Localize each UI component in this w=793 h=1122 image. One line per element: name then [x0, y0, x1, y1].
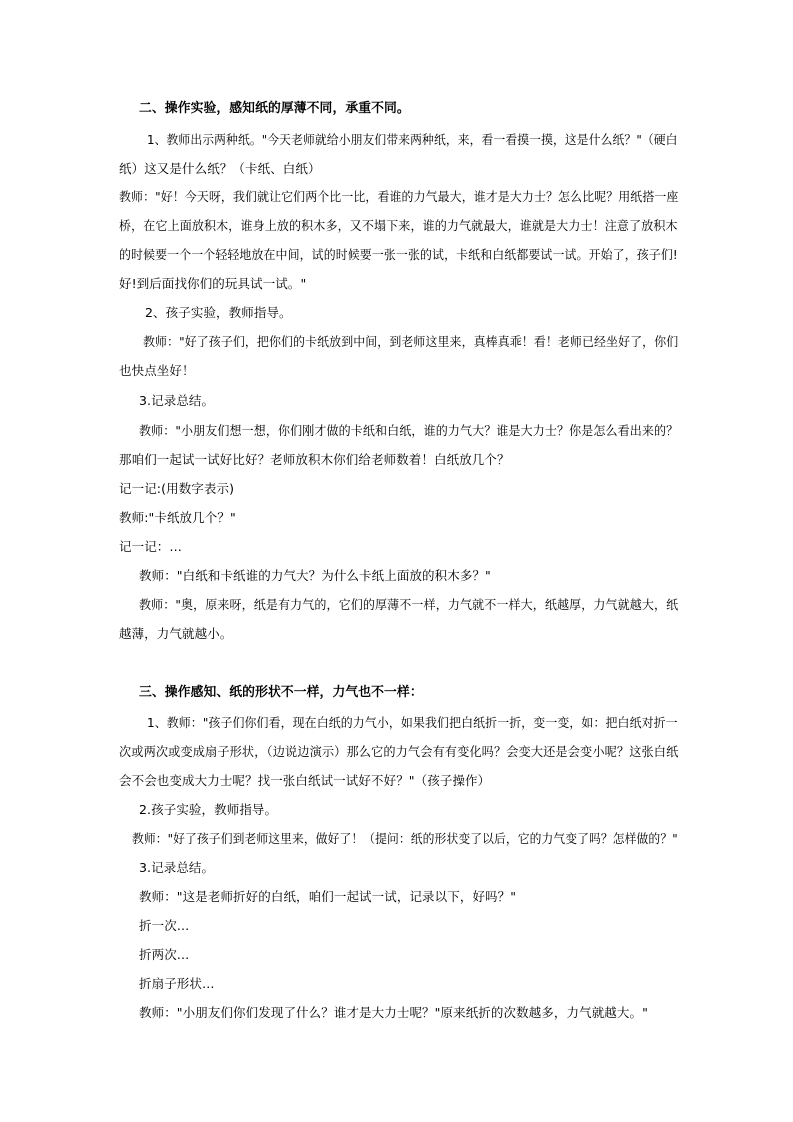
- paragraph-line: 折一次…: [139, 918, 190, 933]
- paragraph-line: 教师："小朋友们你们发现了什么？谁才是大力士呢？"原来纸折的次数越多，力气就越大。": [139, 1005, 648, 1020]
- paragraph-line: 教师:"卡纸放几个？": [119, 510, 236, 525]
- paragraph-line: 好!到后面找你们的玩具试一试。": [119, 276, 307, 291]
- paragraph-line: 1、教师："孩子们你们看，现在白纸的力气小，如果我们把白纸折一折，变一变，如：把白纸对折一: [147, 715, 678, 730]
- paragraph-line: 教师："好！今天呀，我们就让它们两个比一比，看谁的力气最大，谁才是大力士？怎么比呢？用纸搭一座: [119, 189, 679, 204]
- paragraph-line: 会不会也变成大力士呢？找一张白纸试一试好不好？"（孩子操作）: [119, 773, 491, 788]
- paragraph-line: 教师："好了孩子们到老师这里来，做好了！（提问：纸的形状变了以后，它的力气变了吗？怎样做的？": [132, 831, 678, 846]
- paragraph-line: 2.孩子实验，教师指导。: [139, 802, 278, 817]
- paragraph-line: 记一记:(用数字表示): [119, 481, 235, 496]
- paragraph-line: 也快点坐好！: [119, 363, 195, 378]
- section-3-heading: 三、操作感知、纸的形状不一样，力气也不一样：: [139, 685, 423, 700]
- paragraph-line: 那咱们一起试一试好比好？老师放积木你们给老师数着！白纸放几个？: [119, 452, 510, 467]
- paragraph-line: 3.记录总结。: [139, 393, 215, 408]
- section-2-heading: 二、操作实验，感知纸的厚薄不同，承重不同。: [139, 101, 410, 116]
- paragraph-line: 纸）这又是什么纸？（卡纸、白纸）: [119, 161, 321, 176]
- paragraph-line: 的时候要一个一个轻轻地放在中间，试的时候要一张一张的试，卡纸和白纸都要试一试。开始了，孩子们!: [119, 247, 678, 262]
- paragraph-line: 教师："这是老师折好的白纸，咱们一起试一试，记录以下，好吗？": [139, 889, 517, 904]
- paragraph-line: 桥，在它上面放积木，谁身上放的积木多，又不塌下来，谁的力气就最大，谁就是大力士！注意了放积木: [119, 218, 678, 233]
- paragraph-line: 折扇子形状…: [139, 976, 215, 991]
- paragraph-line: 1、教师出示两种纸。"今天老师就给小朋友们带来两种纸，来，看一看摸一摸，这是什么纸？"（硬白: [147, 132, 678, 147]
- paragraph-line: 教师："小朋友们想一想，你们刚才做的卡纸和白纸，谁的力气大？谁是大力士？你是怎么看出来的？: [139, 423, 679, 438]
- paragraph-line: 次或两次或变成扇子形状，（边说边演示）那么它的力气会有有变化吗？会变大还是会变小呢？这张白纸: [119, 744, 679, 759]
- paragraph-line: 3.记录总结。: [139, 860, 215, 875]
- paragraph-line: 2、孩子实验，教师指导。: [145, 305, 292, 320]
- paragraph-line: 教师："好了孩子们，把你们的卡纸放到中间，到老师这里来，真棒真乖！看！老师已经坐好了，你们: [143, 334, 679, 349]
- paragraph-line: 教师："白纸和卡纸谁的力气大？为什么卡纸上面放的积木多？": [139, 568, 491, 583]
- paragraph-line: 折两次…: [139, 947, 190, 962]
- paragraph-line: 记一记：…: [119, 539, 183, 554]
- paragraph-line: 越薄，力气就越小。: [119, 626, 233, 641]
- paragraph-line: 教师："奥，原来呀，纸是有力气的，它们的厚薄不一样，力气就不一样大，纸越厚，力气就越大，纸: [139, 597, 679, 612]
